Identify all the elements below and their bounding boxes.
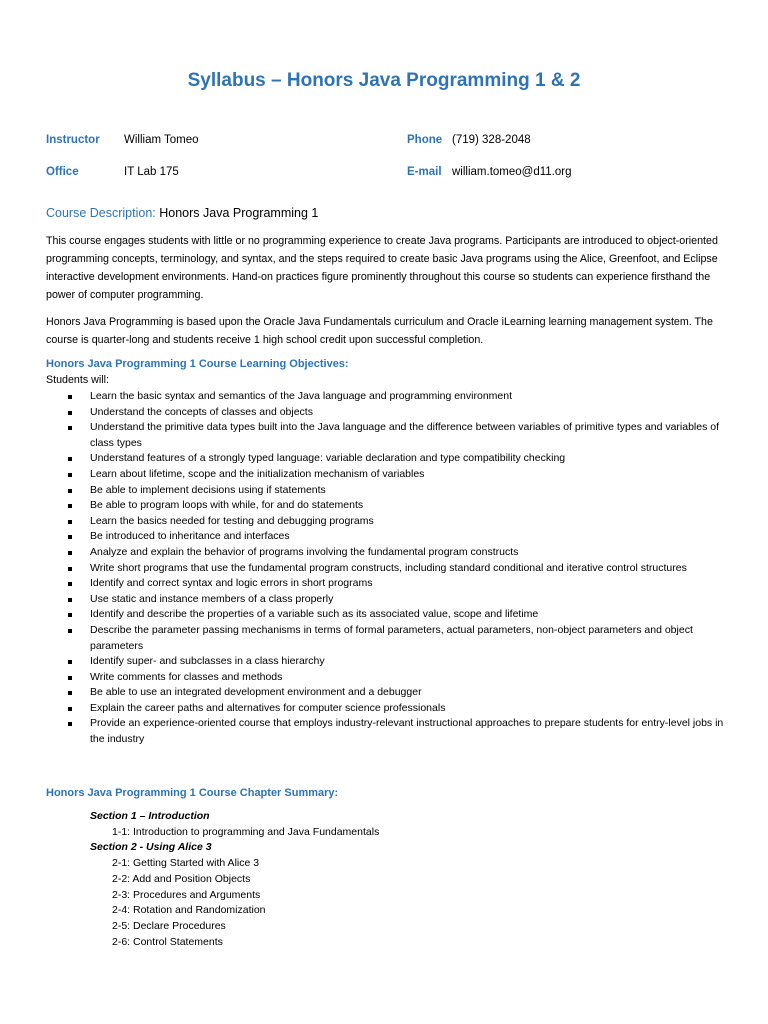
section-heading: Section 1 – Introduction (90, 810, 210, 822)
list-item: Provide an experience-oriented course that employs industry-relevant instructional approaches to prepare students for entry-level jobs in the industry (46, 716, 726, 747)
list-item: Analyze and explain the behavior of programs involving the fundamental program constructs (46, 545, 726, 561)
phone-label: Phone (407, 134, 443, 146)
email-value: william.tomeo@d11.org (452, 166, 572, 178)
bullet-icon (68, 660, 72, 664)
list-item: Explain the career paths and alternatives for computer science professionals (46, 701, 726, 717)
instructor-value: William Tomeo (124, 134, 199, 146)
bullet-icon (68, 395, 72, 399)
list-item: Understand the concepts of classes and objects (46, 405, 726, 421)
bullet-icon (68, 707, 72, 711)
chapter-item: 2-3: Procedures and Arguments (112, 888, 261, 901)
chapter-summary (90, 809, 379, 950)
section-heading: Section 2 - Using Alice 3 (90, 841, 212, 854)
bullet-icon (68, 691, 72, 695)
list-item: Identify and correct syntax and logic errors in short programs (46, 576, 726, 592)
list-item: Use static and instance members of a class properly (46, 592, 726, 608)
list-item: Understand the primitive data types built into the Java language and the difference between variables of primitive types and variables of class types (46, 420, 726, 451)
objectives-intro: Students will: (46, 374, 109, 386)
list-item: Be introduced to inheritance and interfaces (46, 529, 726, 545)
phone-value: (719) 328-2048 (452, 134, 531, 146)
instructor-label: Instructor (46, 134, 100, 146)
chapter-item: 2-4: Rotation and Randomization (112, 904, 266, 917)
list-item: Be able to use an integrated development environment and a debugger (46, 685, 726, 701)
list-item: Write short programs that use the fundamental program constructs, including standard conditional and iterative control structures (46, 561, 726, 577)
course-description-paragraph-2: Honors Java Programming is based upon the Oracle Java Fundamentals curriculum and Oracle iLearning learning management system. The course is quarter-long and students receive 1 high school credit upon successful completion. (46, 316, 713, 346)
list-item: Identify and describe the properties of a variable such as its associated value, scope and lifetime (46, 607, 726, 623)
bullet-icon (68, 457, 72, 461)
bullet-icon (68, 426, 72, 430)
chapter-item: 2-6: Control Statements (112, 935, 223, 948)
chapter-summary-heading: Honors Java Programming 1 Course Chapter Summary: (46, 787, 339, 799)
chapter-item: 2-2: Add and Position Objects (112, 872, 251, 885)
chapter-item: 2-5: Declare Procedures (112, 919, 226, 932)
list-item: Write comments for classes and methods (46, 670, 726, 686)
bullet-icon (68, 582, 72, 586)
list-item: Learn about lifetime, scope and the initialization mechanism of variables (46, 467, 726, 483)
chapter-item: 1-1: Introduction to programming and Java Fundamentals (112, 825, 380, 838)
objectives-list (46, 389, 726, 748)
bullet-icon (68, 535, 72, 539)
course-description-course: Honors Java Programming 1 (159, 206, 319, 220)
list-item: Be able to program loops with while, for and do statements (46, 498, 726, 514)
bullet-icon (68, 629, 72, 633)
list-item: Describe the parameter passing mechanisms in terms of formal parameters, actual parameters, non-object parameters and object parameters (46, 623, 726, 654)
page-title: Syllabus – Honors Java Programming 1 & 2 (187, 70, 581, 91)
bullet-icon (68, 473, 72, 477)
bullet-icon (68, 567, 72, 571)
bullet-icon (68, 722, 72, 726)
bullet-icon (68, 504, 72, 508)
list-item: Understand features of a strongly typed language: variable declaration and type compatibility checking (46, 451, 726, 467)
chapter-item: 2-1: Getting Started with Alice 3 (112, 857, 260, 870)
course-description-label: Course Description: (46, 206, 156, 220)
bullet-icon (68, 489, 72, 493)
bullet-icon (68, 676, 72, 680)
bullet-icon (68, 598, 72, 602)
email-label: E-mail (407, 166, 442, 178)
bullet-icon (68, 411, 72, 415)
bullet-icon (68, 520, 72, 524)
office-value: IT Lab 175 (124, 166, 179, 178)
list-item: Identify super- and subclasses in a class hierarchy (46, 654, 726, 670)
list-item: Learn the basics needed for testing and debugging programs (46, 514, 726, 530)
course-description-paragraph-1: This course engages students with little or no programming experience to create Java programs. Participants are introduced to object-oriented programming concepts, terminology, and syntax, and the steps required to create basic Java programs using the Alice, Greenfoot, and Eclipse interactive development environments. Hand-on practices figure prominently throughout this course so students can experience firsthand the power of computer programming. (46, 235, 718, 301)
bullet-icon (68, 613, 72, 617)
bullet-icon (68, 551, 72, 555)
course-description-heading (46, 206, 318, 220)
office-label: Office (46, 166, 79, 178)
objectives-heading: Honors Java Programming 1 Course Learning Objectives: (46, 358, 349, 370)
list-item: Be able to implement decisions using if statements (46, 483, 726, 499)
list-item: Learn the basic syntax and semantics of the Java language and programming environment (46, 389, 726, 405)
